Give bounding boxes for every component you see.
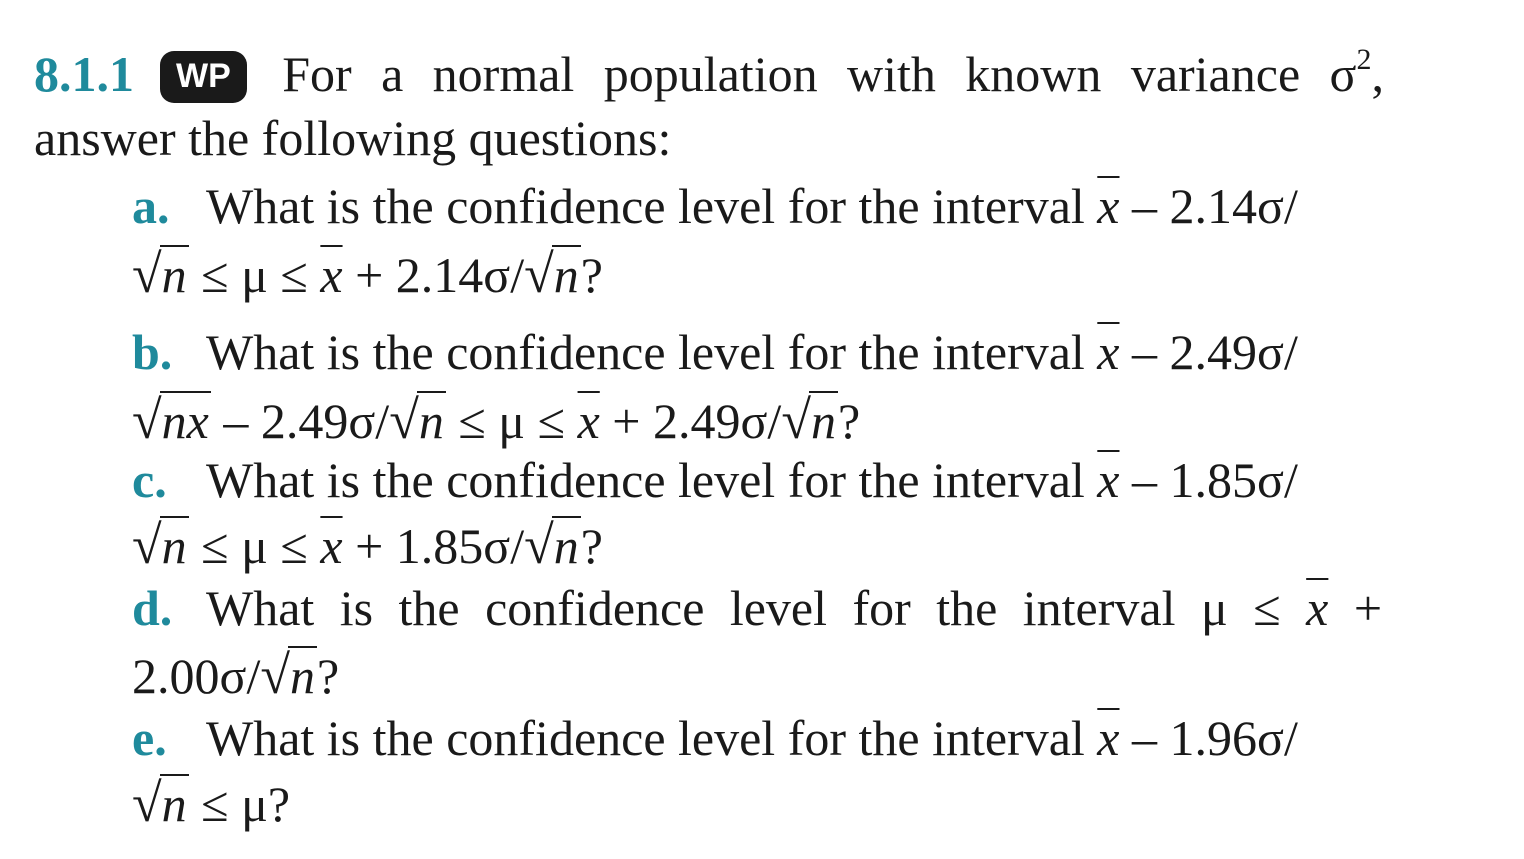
problem-number: 8.1.1 (34, 46, 134, 102)
question-e-line1 (132, 708, 1298, 768)
question-d-line2: 2.00σ/√n? (132, 645, 340, 705)
interval-lower-part: $\overline{x} - 2.49\sigma/$ (1097, 324, 1298, 380)
sqrt-n: √n (132, 515, 187, 575)
interval-lower-part: $\overline{x} - 1.85\sigma/$ (1097, 452, 1298, 508)
question-d-line1 (132, 578, 1382, 638)
sqrt-nx: $√n\overline{x}$ (132, 390, 209, 450)
sqrt-n: √n (389, 390, 444, 450)
sqrt-n: √n (524, 244, 579, 304)
intro-text-2: answer the following questions: (34, 110, 672, 166)
question-c-line2: $√n \le \mu \le \overline{x} + 1.85\sigma/√n$? (132, 515, 603, 575)
wp-badge: WP (160, 51, 247, 103)
sqrt-n: √n (524, 515, 579, 575)
question-e-line2: √n ≤ μ? (132, 773, 291, 833)
question-letter: b. (132, 324, 173, 380)
question-prompt: What is the confidence level for the interval (206, 580, 1176, 636)
question-prompt: What is the confidence level for the interval (206, 452, 1085, 508)
problem-intro-line2 (34, 108, 671, 168)
question-c-line1 (132, 450, 1298, 510)
question-letter: d. (132, 580, 173, 636)
question-prompt: What is the confidence level for the interval (206, 324, 1085, 380)
interval-lower-part: $\overline{x} - 2.14\sigma/$ (1097, 178, 1298, 234)
interval-upper-start: $\mu \le \overline{x}$ + (1200, 580, 1383, 636)
question-a-line2: $√n \le \mu \le \overline{x} + 2.14\sigma/√n$? (132, 244, 603, 304)
question-letter: c. (132, 452, 167, 508)
interval-lower-part: $\overline{x} - 1.96\sigma/$ (1097, 710, 1298, 766)
intro-text: For a normal population with known variance σ (282, 46, 1357, 102)
question-letter: a. (132, 178, 170, 234)
question-prompt: What is the confidence level for the interval (206, 710, 1085, 766)
question-b-line2: $√n\overline{x} - 2.49\sigma/√n \le \mu \le \overline{x} + 2.49\sigma/√n$? (132, 390, 861, 450)
sqrt-n: √n (781, 390, 836, 450)
sqrt-n: √n (260, 645, 315, 705)
intro-comma: , (1371, 46, 1384, 102)
sqrt-n: √n (132, 244, 187, 304)
question-b-line1 (132, 322, 1298, 382)
problem-header (34, 44, 1384, 104)
question-letter: e. (132, 710, 167, 766)
question-prompt: What is the confidence level for the interval (206, 178, 1085, 234)
variance-exponent: 2 (1356, 43, 1372, 76)
sqrt-n: √n (132, 773, 187, 833)
question-a-line1 (132, 176, 1298, 236)
